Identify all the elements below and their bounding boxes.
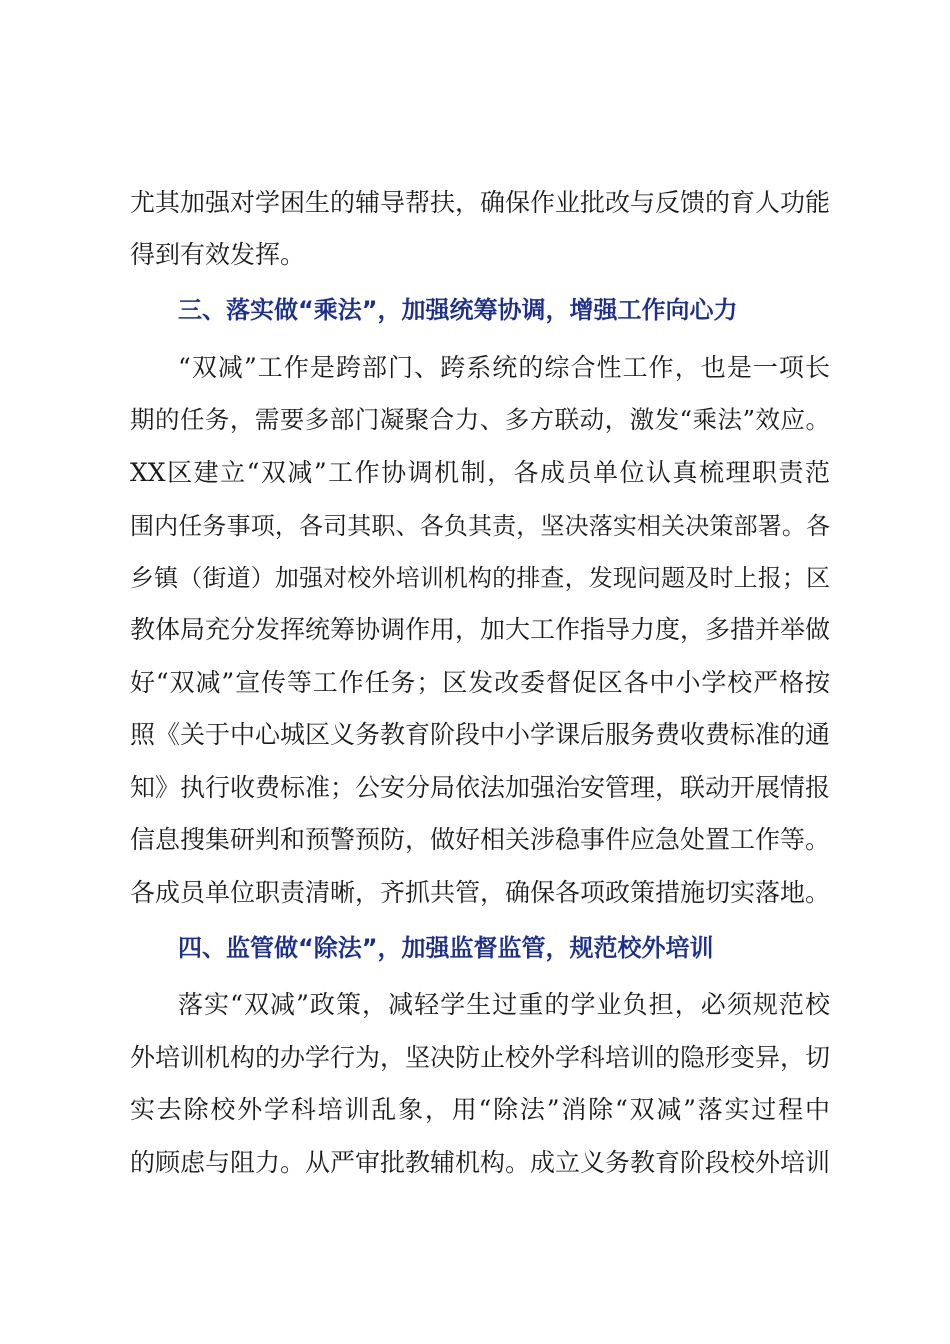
paragraph-line: 外培训机构的办学行为，坚决防止校外学科培训的隐形变异，切 xyxy=(130,1043,831,1072)
paragraph-line: 乡镇（街道）加强对校外培训机构的排查，发现问题及时上报；区 xyxy=(130,564,830,592)
paragraph-line: 信息搜集研判和预警预防，做好相关涉稳事件应急处置工作等。 xyxy=(130,825,831,854)
paragraph-line: 尤其加强对学困生的辅导帮扶，确保作业批改与反馈的育人功能 xyxy=(130,188,831,217)
paragraph-line: 得到有效发挥。 xyxy=(130,240,306,269)
section-heading-3: 三、落实做“乘法”，加强统筹协调，增强工作向心力 xyxy=(178,296,738,324)
paragraph-line: 知》执行收费标准；公安分局依法加强治安管理，联动开展情报 xyxy=(130,773,831,802)
paragraph-line: 教体局充分发挥统筹协调作用，加大工作指导力度，多措并举做 xyxy=(130,615,831,644)
paragraph-line: 实去除校外学科培训乱象，用“除法”消除“双减”落实过程中 xyxy=(130,1095,830,1124)
paragraph-line: 落实“双减”政策，减轻学生过重的学业负担，必须规范校 xyxy=(178,990,830,1019)
paragraph-line: 好“双减”宣传等工作任务；区发改委督促区各中小学校严格按 xyxy=(130,668,830,697)
paragraph-line: 期的任务，需要多部门凝聚合力、多方联动，激发“乘法”效应。 xyxy=(130,405,830,434)
paragraph-line: XX区建立“双减”工作协调机制，各成员单位认真梳理职责范 xyxy=(130,458,830,487)
paragraph-line: 各成员单位职责清晰，齐抓共管，确保各项政策措施切实落地。 xyxy=(130,878,831,907)
section-heading-4: 四、监管做“除法”，加强监督监管，规范校外培训 xyxy=(178,934,714,962)
paragraph-line: “双减”工作是跨部门、跨系统的综合性工作，也是一项长 xyxy=(178,353,830,382)
paragraph-line: 的顾虑与阻力。从严审批教辅机构。成立义务教育阶段校外培训 xyxy=(130,1148,831,1177)
paragraph-line: 照《关于中心城区义务教育阶段中小学课后服务费收费标准的通 xyxy=(130,720,831,749)
paragraph-line: 围内任务事项，各司其职、各负其责，坚决落实相关决策部署。各 xyxy=(130,512,830,540)
